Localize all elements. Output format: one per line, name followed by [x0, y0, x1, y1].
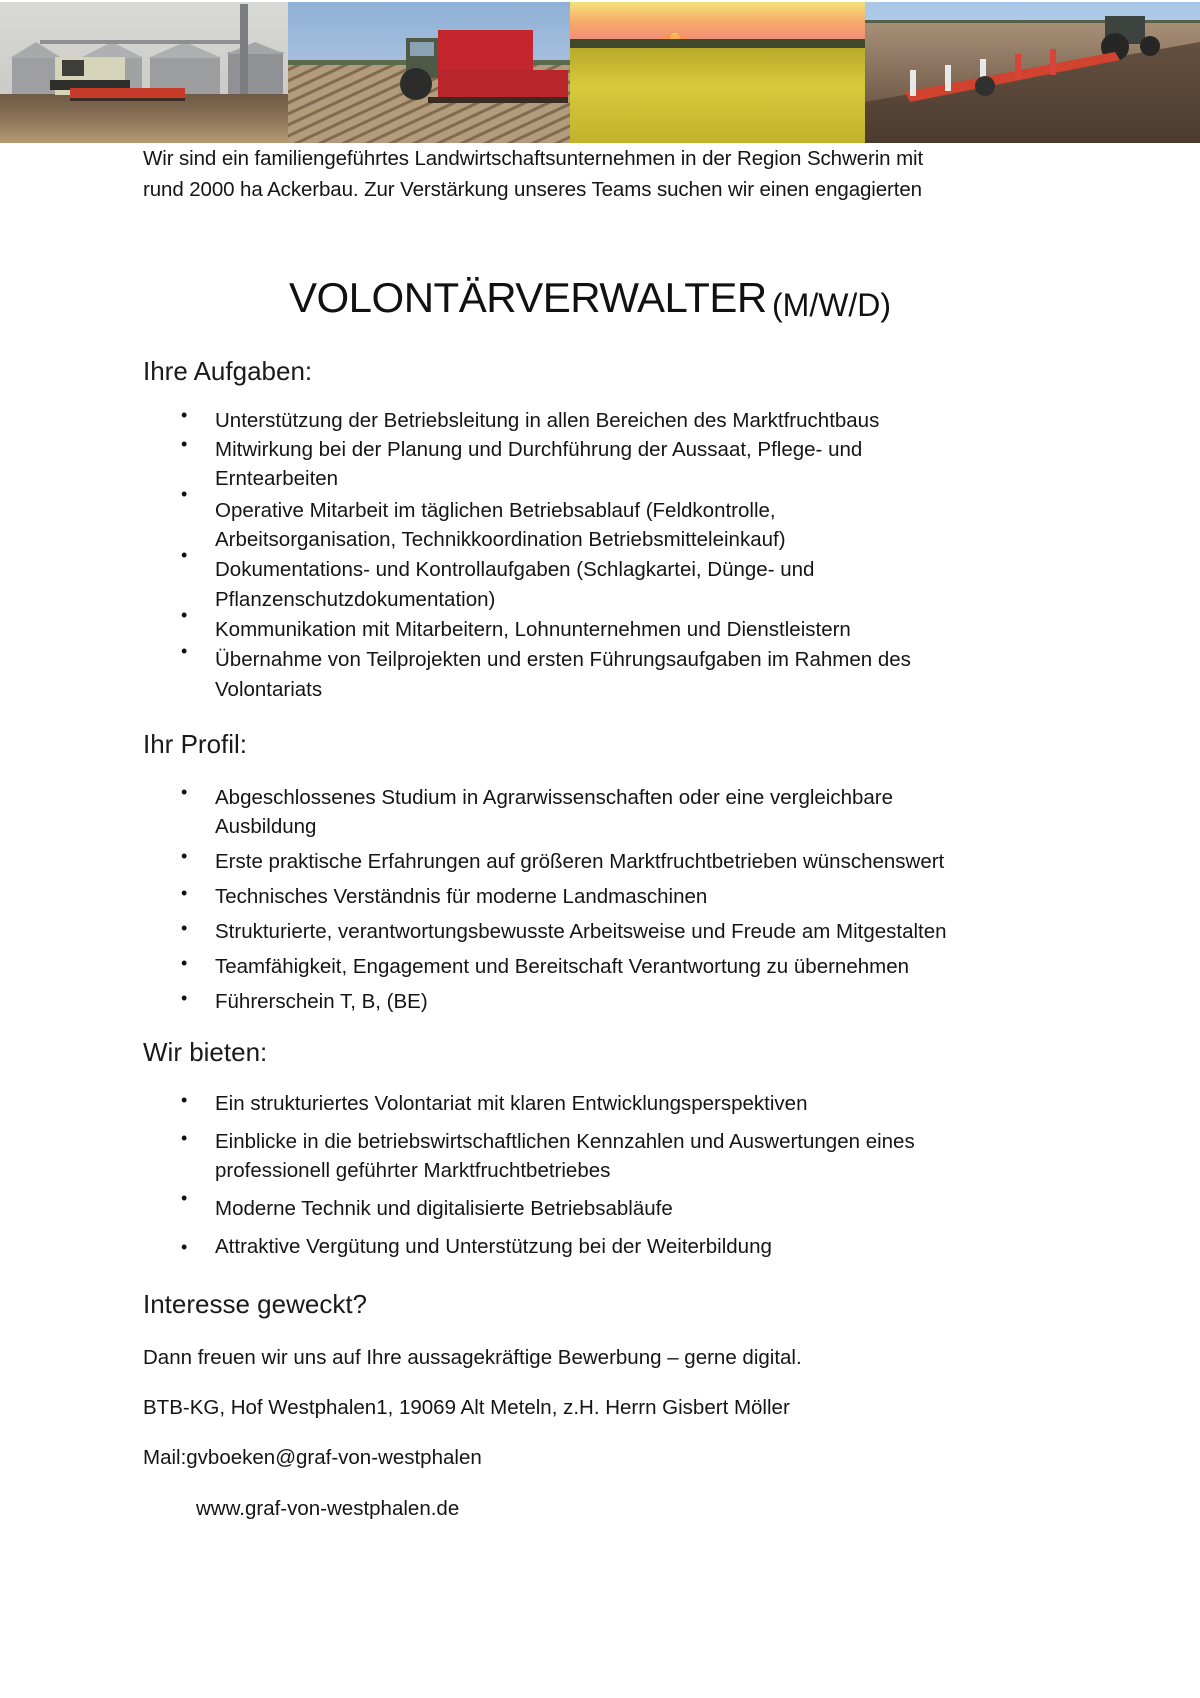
list-item: Arbeitsorganisation, Technikkoordination Betriebsmitteleinkauf) — [215, 528, 786, 551]
list-item: Pflanzenschutzdokumentation) — [215, 588, 496, 611]
list-item: Übernahme von Teilprojekten und ersten Führungsaufgaben im Rahmen des — [215, 648, 911, 671]
bullet-icon: • — [181, 641, 188, 661]
bullet-icon: • — [181, 484, 188, 504]
rapeseed-field-sunset-photo — [570, 2, 865, 143]
website-link[interactable]: www.graf-von-westphalen.de — [196, 1497, 460, 1520]
list-item: Strukturierte, verantwortungsbewusste Arbeitsweise und Freude am Mitgestalten — [215, 920, 947, 943]
bullet-icon: • — [181, 605, 188, 625]
list-item: Einblicke in die betriebswirtschaftlichen Kennzahlen und Auswertungen eines — [215, 1130, 915, 1153]
section-heading-aufgaben: Ihre Aufgaben: — [143, 356, 313, 386]
postal-address: BTB-KG, Hof Westphalen1, 19069 Alt Meteln, z.H. Herrn Gisbert Möller — [143, 1396, 790, 1419]
list-item: Erntearbeiten — [215, 467, 339, 490]
bullet-icon: • — [181, 953, 188, 973]
bullet-icon: • — [181, 405, 188, 425]
header-photo-banner — [0, 0, 1200, 143]
bullet-icon: • — [181, 883, 188, 903]
bullet-icon: • — [181, 1237, 188, 1257]
job-title: VOLONTÄRVERWALTER — [289, 274, 767, 321]
list-item: Technisches Verständnis für moderne Landmaschinen — [215, 885, 708, 908]
list-item: Moderne Technik und digitalisierte Betriebsabläufe — [215, 1197, 673, 1220]
gender-tag: (M/W/D) — [772, 287, 892, 323]
list-item: Operative Mitarbeit im täglichen Betriebsablauf (Feldkontrolle, — [215, 499, 776, 522]
bullet-icon: • — [181, 918, 188, 938]
section-heading-contact: Interesse geweckt? — [143, 1289, 368, 1319]
list-item: Unterstützung der Betriebsleitung in allen Bereichen des Marktfruchtbaus — [215, 409, 880, 432]
tractor-seed-drill-photo — [288, 2, 570, 143]
bullet-icon: • — [181, 1188, 188, 1208]
tractor-plough-photo — [865, 2, 1200, 143]
list-item: Mitwirkung bei der Planung und Durchführung der Aussaat, Pflege- und — [215, 438, 863, 461]
list-item: Erste praktische Erfahrungen auf größeren Marktfruchtbetrieben wünschenswert — [215, 850, 945, 873]
intro-line: rund 2000 ha Ackerbau. Zur Verstärkung unseres Teams suchen wir einen engagierten — [143, 178, 922, 201]
list-item: Ausbildung — [215, 815, 317, 838]
bullet-icon: • — [181, 988, 188, 1008]
list-item: Ein strukturiertes Volontariat mit klaren Entwicklungsperspektiven — [215, 1092, 808, 1115]
bullet-icon: • — [181, 846, 188, 866]
call-to-action-text: Dann freuen wir uns auf Ihre aussagekräftige Bewerbung – gerne digital. — [143, 1346, 802, 1369]
list-item: Abgeschlossenes Studium in Agrarwissenschaften oder eine vergleichbare — [215, 786, 894, 809]
bullet-icon: • — [181, 434, 188, 454]
bullet-icon: • — [181, 782, 188, 802]
bullet-icon: • — [181, 1128, 188, 1148]
list-item: Kommunikation mit Mitarbeitern, Lohnunternehmen und Dienstleistern — [215, 618, 851, 641]
list-item: Volontariats — [215, 678, 323, 701]
section-heading-bieten: Wir bieten: — [143, 1037, 268, 1067]
bullet-icon: • — [181, 545, 188, 565]
list-item: Dokumentations- und Kontrollaufgaben (Schlagkartei, Dünge- und — [215, 558, 815, 581]
list-item: Teamfähigkeit, Engagement und Bereitschaft Verantwortung zu übernehmen — [215, 955, 910, 978]
email-address[interactable]: Mail:gvboeken@graf-von-westphalen — [143, 1446, 482, 1469]
list-item: professionell geführter Marktfruchtbetriebes — [215, 1159, 611, 1182]
intro-text — [143, 143, 923, 205]
bullet-icon: • — [181, 1090, 188, 1110]
section-heading-profil: Ihr Profil: — [143, 729, 248, 759]
list-item: Attraktive Vergütung und Unterstützung bei der Weiterbildung — [215, 1235, 772, 1258]
list-item: Führerschein T, B, (BE) — [215, 990, 428, 1013]
intro-line: Wir sind ein familiengeführtes Landwirtschaftsunternehmen in der Region Schwerin mit — [143, 147, 924, 170]
combine-harvester-silos-photo — [0, 2, 288, 143]
